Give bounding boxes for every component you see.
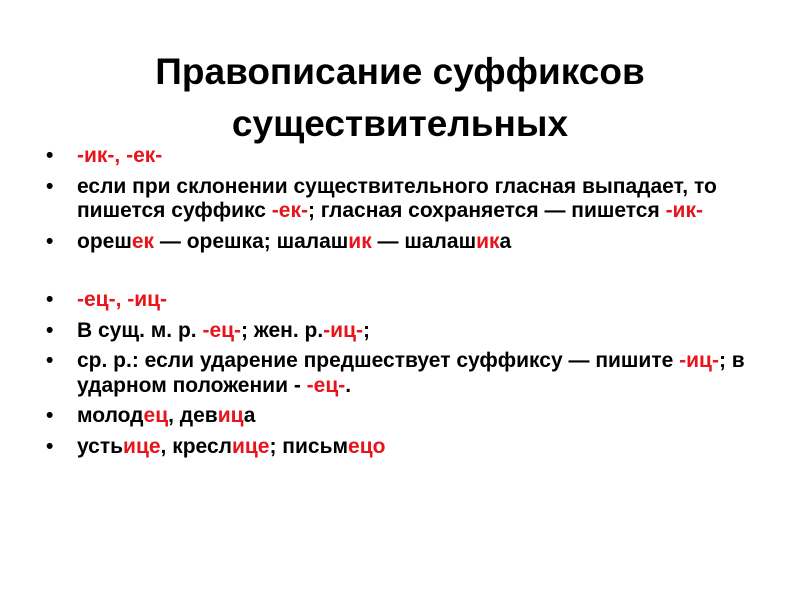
text-segment: ; в ударном положении -: [77, 349, 745, 397]
suffix-highlight: -ец-: [202, 318, 242, 342]
list-item: [46, 435, 746, 460]
text-segment: ; жен. р.: [241, 318, 324, 342]
text-segment: а: [243, 404, 256, 427]
bullet-dot-icon: •: [46, 229, 54, 253]
list-item-text: [77, 404, 255, 427]
list-item: [46, 175, 746, 224]
list-item-text: [77, 175, 717, 223]
suffix-highlight: -ик-, -ек-: [77, 144, 163, 167]
list-item-text: [77, 144, 162, 167]
text-segment: — орешка; шалаш: [154, 229, 349, 253]
text-segment: , кресл: [160, 434, 232, 458]
text-segment: , дев: [168, 404, 218, 427]
suffix-highlight: ец: [143, 404, 169, 427]
list-item: [46, 288, 746, 313]
text-segment: — шалаш: [371, 229, 477, 253]
bullet-dot-icon: •: [46, 288, 54, 311]
suffix-highlight: ице: [231, 434, 270, 458]
bullet-dot-icon: •: [46, 144, 54, 167]
slide-title-line-1: Правописание суффиксов: [155, 51, 645, 92]
suffix-highlight: ик: [476, 229, 500, 253]
slide-title: [0, 46, 800, 150]
text-segment: .: [345, 373, 352, 397]
suffix-highlight: ецо: [348, 434, 386, 458]
text-segment: ; письм: [269, 434, 349, 458]
suffix-highlight: ице: [123, 434, 161, 458]
text-segment: молод: [77, 404, 144, 427]
suffix-highlight: -ек-: [271, 199, 308, 222]
text-segment: ;: [362, 318, 370, 342]
suffix-highlight: ик: [348, 229, 372, 253]
suffix-highlight: -ец-: [306, 373, 346, 397]
slide-title-line-2: существительных: [231, 103, 569, 144]
text-segment: ср. р.: если ударение предшествует суффиксу — пишите: [77, 349, 680, 372]
list-item-text: [77, 288, 167, 311]
list-item: [46, 349, 746, 398]
bullet-dot-icon: •: [46, 404, 54, 427]
list-item: [46, 404, 746, 429]
text-segment: В сущ. м. р.: [77, 318, 203, 342]
suffix-highlight: -иц-: [679, 349, 719, 372]
text-segment: если при склонении существительного гласная выпадает, то пишется суффикс: [77, 174, 717, 222]
bullet-dot-icon: •: [46, 174, 54, 198]
list-item: [46, 144, 746, 169]
bullet-list: [46, 144, 746, 465]
bullet-dot-icon: •: [46, 349, 54, 372]
list-item-text: [77, 349, 745, 397]
list-item-text: [77, 319, 370, 342]
text-segment: ореш: [77, 229, 132, 253]
text-segment: ; гласная сохраняется — пишется: [307, 199, 666, 222]
list-item-text: [77, 435, 385, 458]
suffix-highlight: -ик-: [665, 199, 703, 222]
text-segment: а: [499, 229, 512, 253]
suffix-highlight: ек: [131, 229, 155, 253]
list-item: [46, 319, 746, 344]
text-segment: усть: [77, 434, 124, 458]
list-item: [46, 230, 746, 255]
suffix-highlight: -иц-: [323, 318, 363, 342]
bullet-dot-icon: •: [46, 434, 54, 458]
list-spacer: [46, 260, 746, 288]
list-item-text: [77, 230, 511, 253]
suffix-highlight: иц: [217, 404, 244, 427]
bullet-dot-icon: •: [46, 318, 54, 342]
suffix-highlight: -ец-, -иц-: [77, 288, 168, 311]
